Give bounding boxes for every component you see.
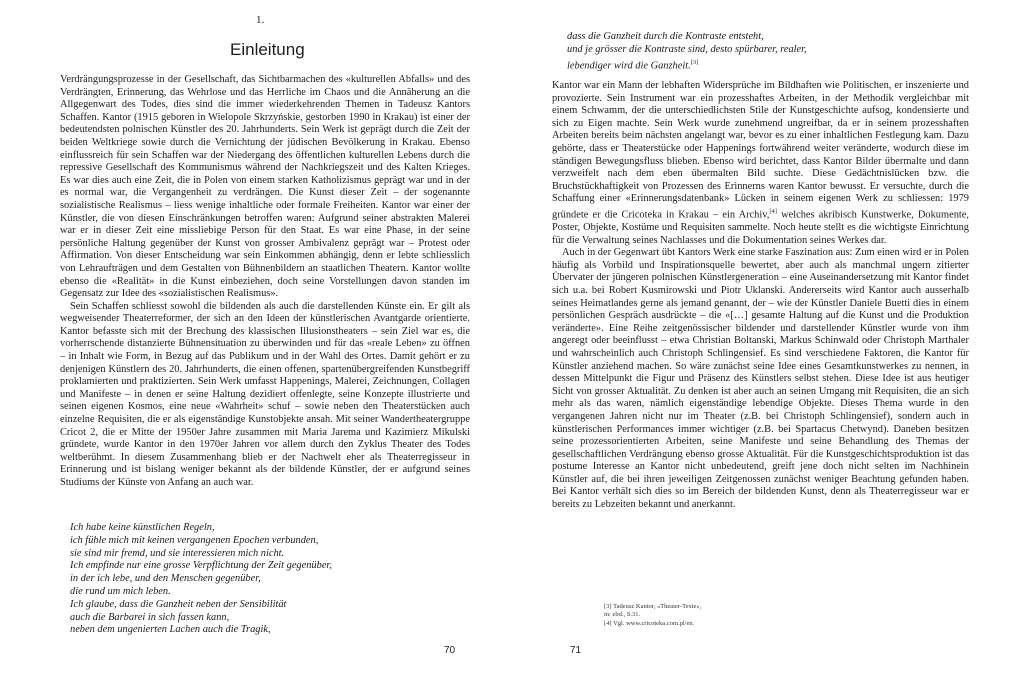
chapter-number: 1. [256,14,265,26]
footnote-line: [3] Tadeusz Kantor, «Theater-Texte», [604,603,702,610]
verse-line: auch die Barbarei in sich fassen kann, [70,611,230,623]
footnote-ref[interactable]: [4] [769,207,777,215]
verse-line-text: lebendiger wird die Ganzheit. [567,60,691,72]
verse-line [567,57,807,73]
footnotes [604,603,701,628]
paragraph: Auch in der Gegenwart übt Kantors Werk eine starke Faszination aus: Zum einen wird er in Polen häufig als Vorbild und Inspirationsquelle bewertet, aber auch als manchmal ungern zitierter Übervater der jüngeren polnischen Künstlergeneration – eine Auseinandersetzung mit Kantor findet sich u.a. bei Robert Kusmirowski und Piotr Uklanski. Andererseits wird Kantor auch ausserhalb seines Heimatlandes gerne als jemand genannt, der – wie der Künstler Daniele Buetti dies in einem persönlichen Gespräch ausdrückte – die «[…] gesamte Haltung auf die Kunst und die Produktion veränderte». Eine Reihe zeitgenössischer bildender und darstellender Künstler wurde von ihm angeregt oder beeinflusst – etwa Christian Boltanski, Markus Schinwald oder Christoph Marthaler und wahrscheinlich auch Christoph Schlingensief. Es sind verschiedene Faktoren, die Kantor für Künstler anziehend machen. So wäre zunächst seine Idee eines Gesamtkunstwerkes zu nennen, in dessen Mittelpunkt die Figur und Präsenz des Künstlers selbst stehen. Diese Idee ist aus heutiger Sicht von grosser Aktualität. Zu denken ist aber auch an seinen Umgang mit Requisiten, die an sich mehr als das waren, nämlich eigenständige lebendige Objekte. Dieses Thema wurde in den vergangenen Jahren nicht nur im Theater (z.B. bei Christoph Schlingensief), sondern auch in künstlerischen Performances immer wichtiger (z.B. bei Spartacus Chetwynd). Daneben besitzen seine prozessorientierten Arbeiten, seine Manifeste und seine Behandlung des Themas der gesellschaftlichen Verdrängung ebenso grosse Aktualität. Für die Kunstgeschichtsproduktion ist das postume Interesse an Kantor nicht unbedeutend, greift jene doch nicht selten im Nachhinein Künstler auf, die bei ihren jeweiligen Zeitgenossen zunächst weniger Beachtung gefunden haben. Bei Kantor verhält sich dies so im Bereich der bildenden Kunst, denn als Theaterregisseur war er bereits zu Lebzeiten bekannt und anerkannt. [552,247,969,511]
verse-quote [70,522,332,637]
page-number: 70 [444,645,456,656]
verse-line: ich fühle mich mit keinen vergangenen Epochen verbunden, [70,534,319,546]
paragraph [552,80,969,247]
verse-line: und je grösser die Kontraste sind, desto spürbarer, realer, [567,43,807,55]
paragraph: Sein Schaffen schliesst sowohl die bildenden als auch die darstellenden Künste ein. Er gilt als wegweisender Theaterreformer, der sich an den Ideen der künstlerischen Avantgarde orientierte. Kantor befasste sich mit der Brechung des klassischen Illusionstheaters – sein Ziel war es, die vorherrschende distanzierte Bühnensituation zu überwinden und für das «reale Leben» zu öffnen – in Inhalt wie Form, in Bezug auf das Publikum und in der Wahl des Ortes. Damit gehört er zu denjenigen Künstlern des 20. Jahrhunderts, die einen offenen, spartenübergreifenden Kunstbegriff proklamierten und praktizierten. Sein Werk umfasst Happenings, Malerei, Zeichnungen, Collagen und Manifeste – in denen er seine Haltung dezidiert offenlegte, seine Konzepte illustrierte und seinen eigenen Kosmos, eine neue «Wahrheit» schuf – sowie neben den Theaterstücken auch einzelne Requisiten, die er als eigenständige Kunstobjekte ansah. Mit seiner Wandertheatergruppe Cricot 2, die er Mitte der 1950er Jahre zusammen mit Maria Jarema und Kazimierz Mikulski gründete, wurde Kantor in den 1970er Jahren vor allem durch den Zyklus Theater des Todes weltberühmt. In diesem Zusammenhang blieb er der Nachwelt eher als Theaterregisseur in Erinnerung und ist bislang weniger bekannt als der bildende Künstler, der er aufgrund seines Studiums der Künste von Anfang an auch war. [60,300,470,488]
verse-line: dass die Ganzheit durch die Kontraste entsteht, [567,31,764,42]
verse-line: sie sind mir fremd, und sie interessieren mich nicht. [70,547,285,559]
right-body-text [552,80,969,512]
verse-line: neben dem ungenierten Lachen auch die Tragik, [70,624,271,636]
paragraph: Verdrängungsprozesse in der Gesellschaft, das Sichtbarmachen des «kulturellen Abfalls» und des Verdrängten, Erinnerung, das Wehrlose und das Herrliche im Chaos und die Annäherung an die Allgegenwart des Todes, dies sind die immer wiederkehrenden Themen in Tadeusz Kantors Schaffen. Kantor (1915 geboren in Wielopole Skrzyńskie, gestorben 1990 in Krakau) ist einer der bedeutendsten polnischen Künstler des 20. Jahrhunderts. Sein Werk ist geprägt durch die Zeit der beiden Weltkriege sowie durch die Vernichtung der jüdischen Bevölkerung in Krakau. Ebenso einflussreich für sein Schaffen war der Niedergang des öffentlichen kulturellen Lebens durch die repressive Gesellschaft des Kommunismus während der Nachkriegszeit und des Kalten Krieges. Es war dies auch eine Zeit, die in Polen von einem starken Katholizismus geprägt war und in der es normal war, die Vergangenheit zu verdrängen. Die Kunst dieser Zeit – der sogenannte sozialistische Realismus – liess wenige inhaltliche oder formale Freiheiten. Kantor war einer der Künstler, die von diesen Einschränkungen betroffen waren: Aufgrund seiner abstrakten Malerei war er in dieser Zeit eine missliebige Person für den Staat. Es war eine Phase, in der seine persönliche Haltung gegenüber der Kunst von grosser Ambivalenz geprägt war – Protest oder Affirmation. Von dieser Entscheidung war sein Einkommen abhängig, denn er lebte schliesslich von Lehraufträgen und dem Gestalten von Bühnenbildern an staatlichen Theatern. Kantor wollte ebenso die «Realität» in die Kunst einbeziehen, doch seine Vorstellungen davon standen im Gegensatz zur Idee des «sozialistischen Realismus». [60,74,470,300]
left-body-text [60,74,470,490]
footnote-line: [4] Vgl. www.cricoteka.com.pl/en. [604,619,695,627]
verse-quote-continued [567,31,807,73]
footnote-line: in: ebd., S.31. [604,611,641,619]
verse-line: in der ich lebe, und den Menschen gegenüber, [70,573,261,585]
footnote-ref[interactable]: [3] [690,58,699,66]
verse-line: Ich glaube, dass die Ganzheit neben der Sensibilität [70,598,287,610]
verse-line: die rund um mich leben. [70,585,171,597]
verse-line: Ich empfinde nur eine grosse Verpflichtung der Zeit gegenüber, [70,560,332,572]
verse-line: Ich habe keine künstlichen Regeln, [70,522,215,533]
paragraph-text: welches akribisch Kunstwerke, Dokumente, Poster, Objekte, Kostüme und Requisiten sammelte. Noch heute stellt es die wichtigste Einrichtung für die Verwaltung seines Nachlasses und die Dokumentation seines Werkes dar. [552,209,969,246]
chapter-title: Einleitung [230,40,305,59]
right-page [512,0,1024,698]
paragraph-text: Kantor war ein Mann der lebhaften Widersprüche im Bildhaften wie Politischen, er inszenierte und provozierte. Sein Instrument war ein prozesshaftes Arbeiten, in der Methodik vergleichbar mit einem Schwamm, der die unterschiedlichsten Stile der Kunstgeschichte aufsog, kondensierte und sich zu Eigen machte. Sein Werk wurde zunehmend ungreifbar, da er in seinem prozesshaften Arbeiten bereits beim nächsten angelangt war, bevor es zu einer inhaltlichen Festlegung kam. Dazu gehörte, dass er Theaterstücke oder Happenings fortwährend weiter veränderte, wodurch diese im ständigen Bewegungsfluss blieben. Ebenso wird berichtet, dass Kantor Bilder übermalte und dann verzweifelt nach dem eben übermalten Bild suchte. Diese Gedächtnislücken bzw. die Bruchstückhaftigkeit von Prozessen des Erinnerns waren Kantor bewusst. Er versuchte, durch die Schaffung einer «Erinnerungsdatenbank» Lücken in seinem eigenen Werk zu schliessen: 1979 gründete er die Cricoteka in Krakau – ein Archiv, [552,80,969,221]
page-number: 71 [570,645,582,656]
